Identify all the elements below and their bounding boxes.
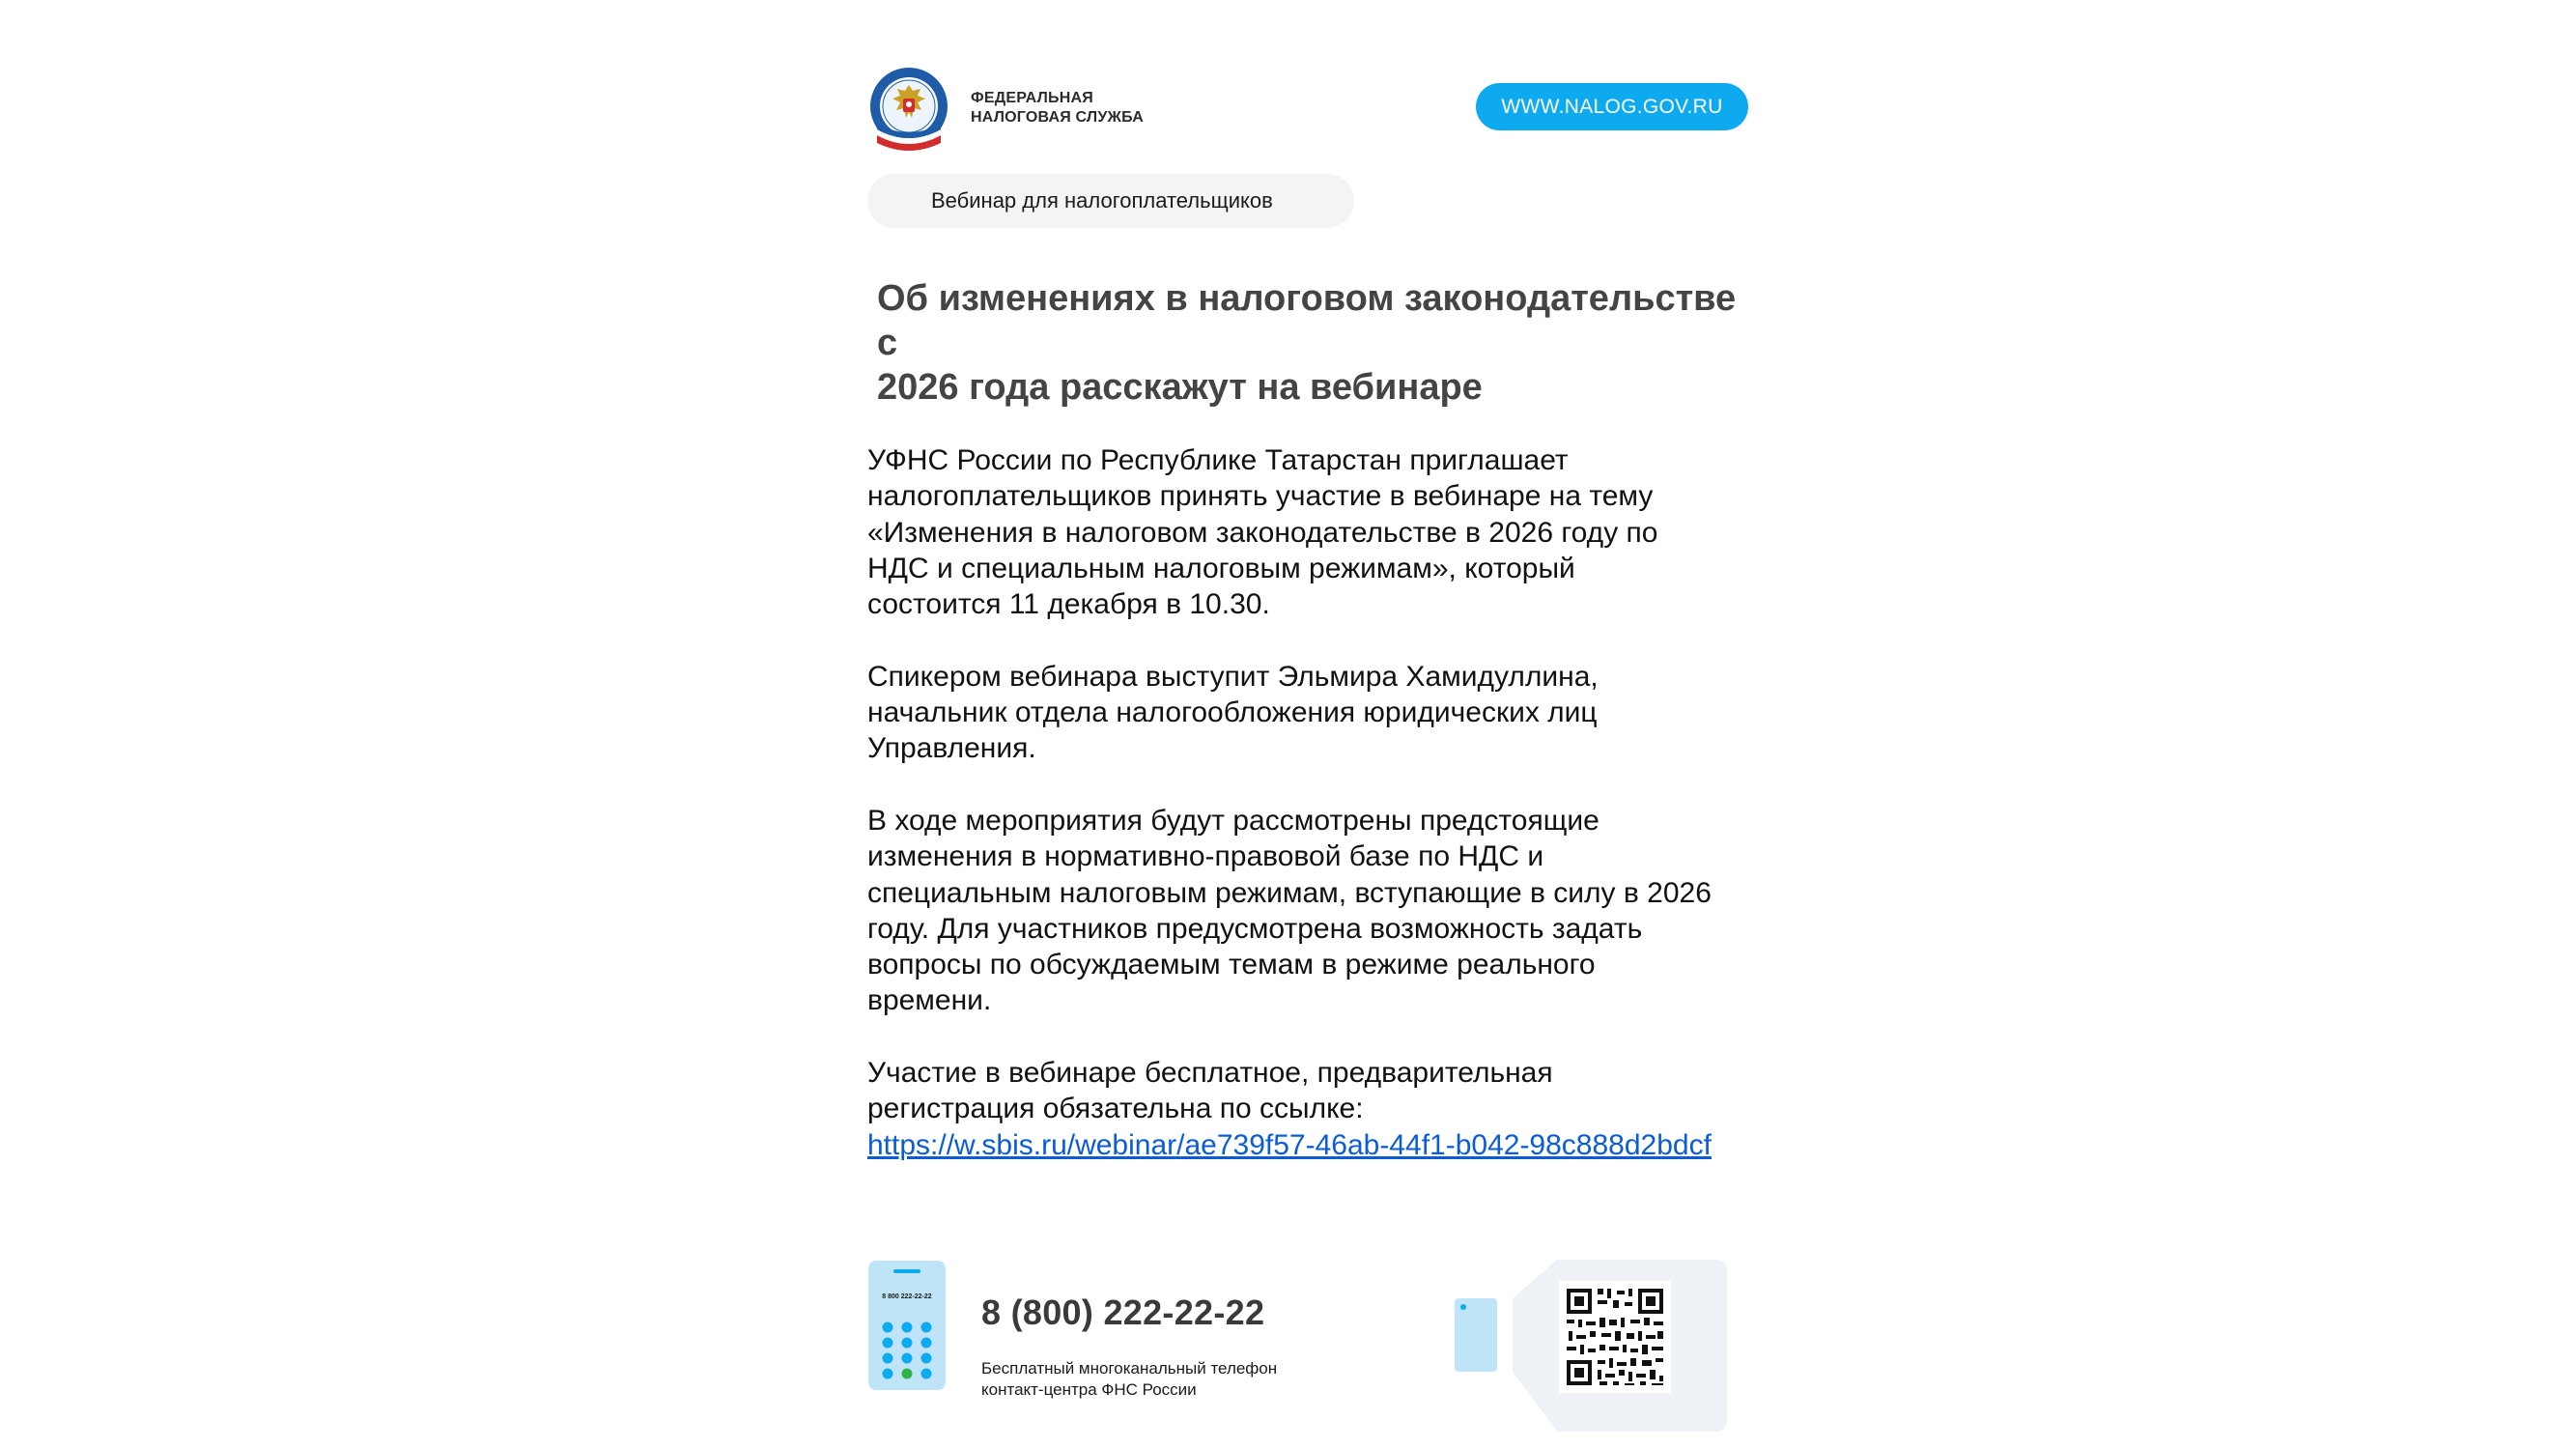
org-name-line2: НАЛОГОВАЯ СЛУЖБА: [971, 109, 1144, 126]
text-line: изменения в нормативно-правовой базе по НДС и: [867, 840, 1544, 873]
paragraph-invitation: [867, 442, 1748, 622]
webinar-announcement: [867, 0, 1748, 1449]
paragraph-registration: [867, 1055, 1748, 1163]
text-line: «Изменения в налоговом законодательстве в 2026 году по: [867, 516, 1658, 549]
fns-emblem-icon: [867, 66, 950, 151]
phone-keypad-icon: [867, 1260, 947, 1391]
hotline-number[interactable]: 8 (800) 222-22-22: [981, 1293, 1265, 1332]
org-name-line1: ФЕДЕРАЛЬНАЯ: [971, 90, 1093, 106]
page-title: [877, 276, 1746, 410]
org-name: [971, 89, 1144, 128]
text-line: В ходе мероприятия будут рассмотрены предстоящие: [867, 804, 1599, 837]
text-line: специальным налоговым режимам, вступающие в силу в 2026: [867, 876, 1712, 909]
site-link-button[interactable]: WWW.NALOG.GOV.RU: [1476, 83, 1748, 130]
title-line2: 2026 года расскажут на вебинаре: [877, 367, 1483, 408]
title-line1: Об изменениях в налоговом законодательстве с: [877, 278, 1737, 363]
text-line: начальник отдела налогообложения юридических лиц: [867, 696, 1598, 729]
text-line: году. Для участников предусмотрена возможность задать: [867, 912, 1643, 945]
text-line: Управления.: [867, 732, 1036, 765]
paragraph-speaker: [867, 659, 1748, 767]
text-line: налогоплательщиков принять участие в вебинаре на тему: [867, 480, 1654, 513]
text-line: НДС и специальным налоговым режимам», который: [867, 552, 1575, 584]
registration-link[interactable]: https://w.sbis.ru/webinar/ae739f57-46ab-44f1-b042-98c888d2bdcf: [867, 1128, 1712, 1161]
text-line: Участие в вебинаре бесплатное, предварительная: [867, 1057, 1553, 1090]
hotline-desc-line2: контакт-центра ФНС России: [981, 1380, 1197, 1399]
phone-screen-number: 8 800 222-22-22: [882, 1293, 932, 1300]
footer: [867, 1256, 1748, 1439]
category-tag: Вебинар для налогоплательщиков: [867, 174, 1354, 228]
article-body: [867, 442, 1748, 1199]
hotline-desc-line1: Бесплатный многоканальный телефон: [981, 1359, 1278, 1378]
text-line: вопросы по обсуждаемым темам в режиме реального: [867, 949, 1596, 981]
qr-code-icon[interactable]: [1455, 1256, 1727, 1432]
text-line: состоится 11 декабря в 10.30.: [867, 588, 1270, 621]
text-line: времени.: [867, 984, 992, 1017]
header: [867, 66, 1748, 151]
text-line: Спикером вебинара выступит Эльмира Хамидуллина,: [867, 660, 1599, 693]
paragraph-agenda: [867, 803, 1748, 1019]
text-line: регистрация обязательна по ссылке:: [867, 1093, 1364, 1125]
text-line: УФНС России по Республике Татарстан приглашает: [867, 444, 1569, 476]
hotline-description: [981, 1358, 1277, 1401]
